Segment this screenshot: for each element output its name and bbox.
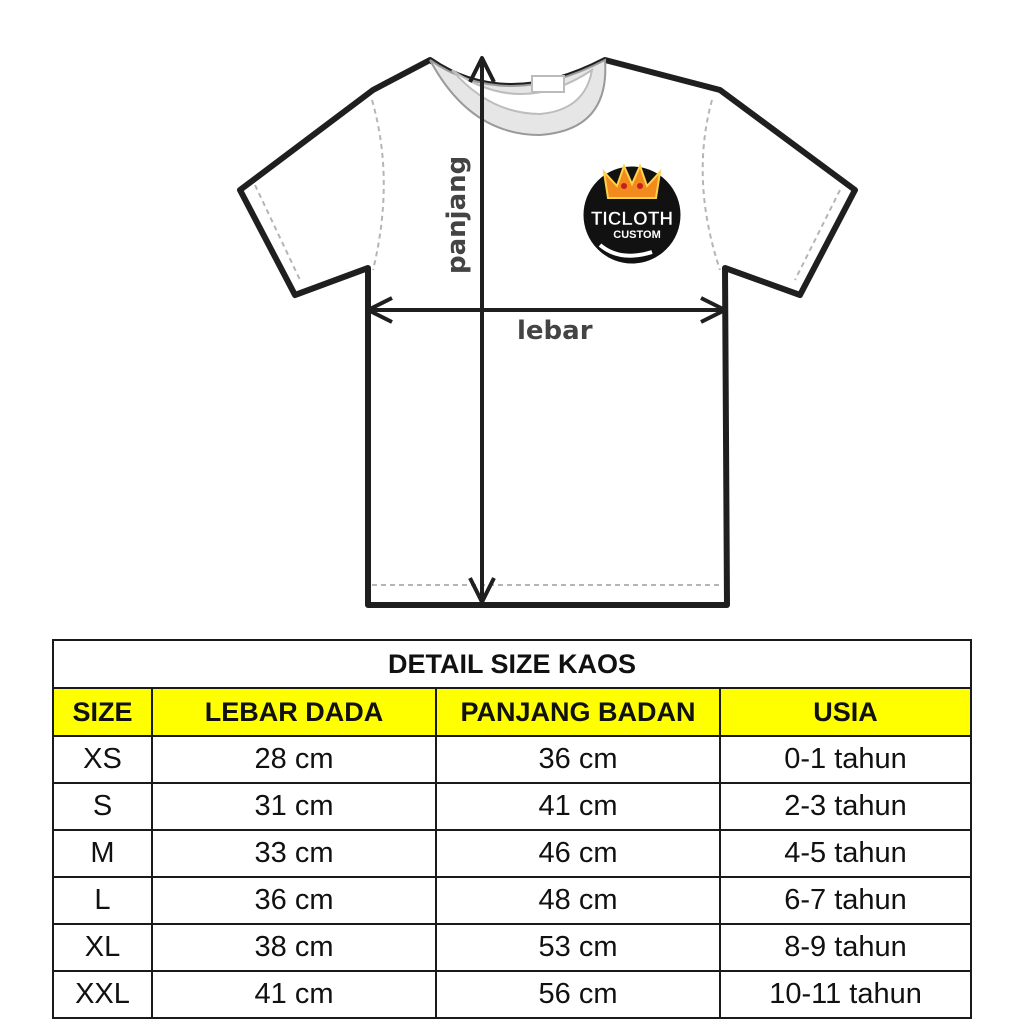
size-cell: XL bbox=[53, 924, 152, 971]
header-body-length: PANJANG BADAN bbox=[436, 688, 720, 736]
body-length-cell: 53 cm bbox=[436, 924, 720, 971]
size-cell: XS bbox=[53, 736, 152, 783]
size-cell: XXL bbox=[53, 971, 152, 1018]
body-length-cell: 48 cm bbox=[436, 877, 720, 924]
age-cell: 10-11 tahun bbox=[720, 971, 971, 1018]
age-cell: 4-5 tahun bbox=[720, 830, 971, 877]
table-title: DETAIL SIZE KAOS bbox=[53, 640, 971, 688]
chest-width-cell: 31 cm bbox=[152, 783, 436, 830]
body-length-cell: 36 cm bbox=[436, 736, 720, 783]
chest-width-cell: 41 cm bbox=[152, 971, 436, 1018]
chest-width-cell: 38 cm bbox=[152, 924, 436, 971]
age-cell: 6-7 tahun bbox=[720, 877, 971, 924]
table-row bbox=[53, 924, 971, 971]
size-table bbox=[52, 639, 972, 1019]
chest-width-cell: 33 cm bbox=[152, 830, 436, 877]
header-chest-width: LEBAR DADA bbox=[152, 688, 436, 736]
logo-text-secondary: CUSTOM bbox=[613, 229, 661, 241]
table-row bbox=[53, 877, 971, 924]
width-label: lebar bbox=[517, 316, 593, 346]
body-length-cell: 46 cm bbox=[436, 830, 720, 877]
chest-width-cell: 36 cm bbox=[152, 877, 436, 924]
size-cell: S bbox=[53, 783, 152, 830]
size-cell: M bbox=[53, 830, 152, 877]
header-age: USIA bbox=[720, 688, 971, 736]
body-length-cell: 41 cm bbox=[436, 783, 720, 830]
body-length-cell: 56 cm bbox=[436, 971, 720, 1018]
header-size: SIZE bbox=[53, 688, 152, 736]
table-row bbox=[53, 783, 971, 830]
age-cell: 2-3 tahun bbox=[720, 783, 971, 830]
table-row bbox=[53, 971, 971, 1018]
age-cell: 0-1 tahun bbox=[720, 736, 971, 783]
brand-logo bbox=[582, 165, 682, 265]
logo-text-primary: TICLOTH bbox=[590, 209, 674, 230]
size-cell: L bbox=[53, 877, 152, 924]
age-cell: 8-9 tahun bbox=[720, 924, 971, 971]
table-row bbox=[53, 830, 971, 877]
table-row bbox=[53, 736, 971, 783]
length-label: panjang bbox=[442, 155, 472, 274]
chest-width-cell: 28 cm bbox=[152, 736, 436, 783]
